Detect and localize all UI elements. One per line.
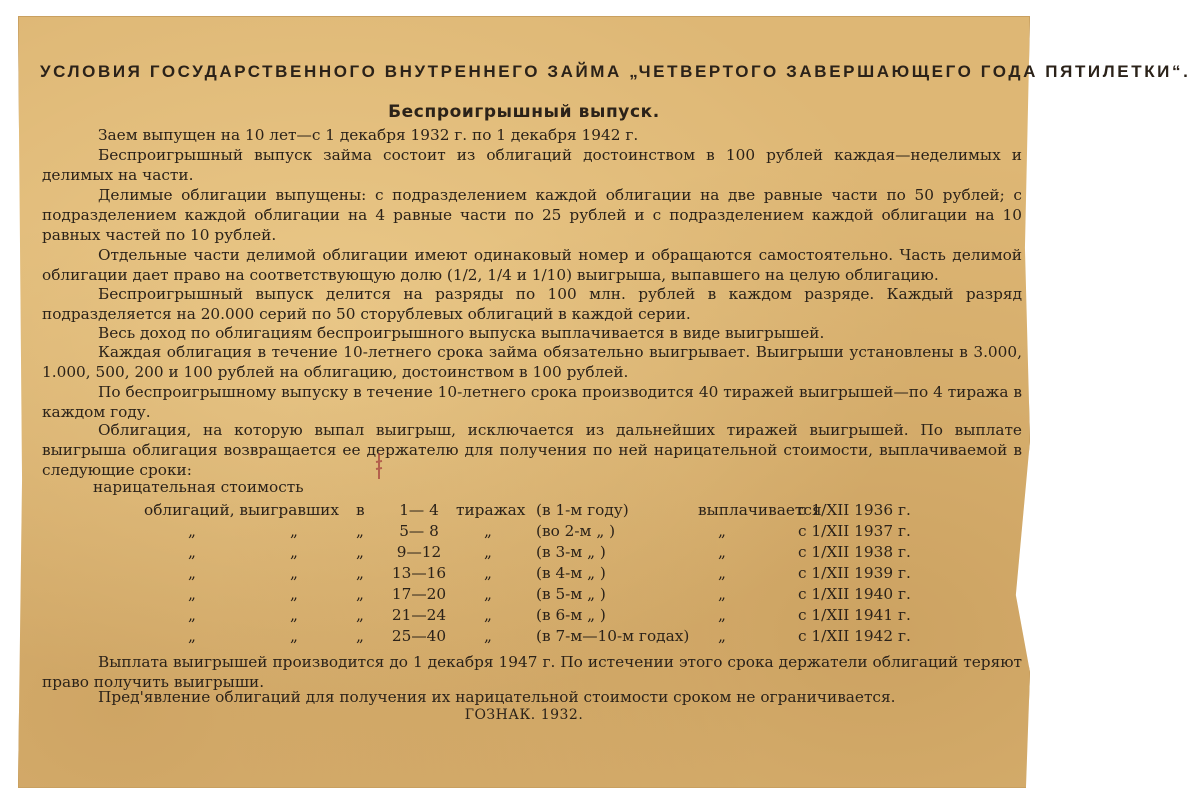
paragraph-parts: Отдельные части делимой облигации имеют одинаковый номер и обращаются самостоятельно. Часть делимой облигации дает право на соответствующую долю (1/2, 1/4 и 1/10) выигрыша, выпавшего на целую облигацию. [42, 246, 1022, 284]
ditto-mark: „ [718, 585, 726, 603]
ditto-mark: „ [718, 522, 726, 540]
ditto-mark: „ [356, 606, 364, 624]
paragraph-term: Заем выпущен на 10 лет—с 1 декабря 1932 г. по 1 декабря 1942 г. [98, 126, 639, 144]
schedule-word: тиражах [456, 501, 526, 519]
schedule-row [18, 585, 1030, 605]
ditto-mark: „ [718, 543, 726, 561]
schedule-date: с 1/XII 1938 г. [798, 543, 911, 561]
document-subtitle: Беспроигрышный выпуск. [388, 102, 660, 122]
redemption-schedule [18, 501, 1030, 661]
schedule-range: 13—16 [391, 564, 447, 582]
schedule-range: 9—12 [396, 543, 442, 561]
schedule-row [18, 627, 1030, 647]
schedule-date: с 1/XII 1939 г. [798, 564, 911, 582]
schedule-label: нарицательная стоимость [93, 478, 304, 496]
ditto-mark: „ [356, 585, 364, 603]
ditto-mark: „ [188, 564, 196, 582]
document-sheet [18, 16, 1190, 788]
ditto-mark: „ [718, 564, 726, 582]
ditto-mark: „ [484, 522, 492, 540]
schedule-year: (в 3-м „ ) [536, 543, 606, 561]
ditto-mark: „ [290, 585, 298, 603]
ditto-mark: „ [290, 543, 298, 561]
paragraph-payout-deadline: Выплата выигрышей производится до 1 декабря 1947 г. По истечении этого срока держатели облигаций теряют право получить выигрыши. [42, 653, 1022, 691]
ditto-mark: „ [290, 606, 298, 624]
ditto-mark: „ [290, 522, 298, 540]
schedule-in: в [356, 501, 365, 519]
schedule-date: с 1/XII 1937 г. [798, 522, 911, 540]
paragraph-winnings: Каждая облигация в течение 10-летнего срока займа обязательно выигрывает. Выигрыши установлены в 3.000, 1.000, 500, 200 и 100 рублей на облигацию, достоинством в 100 рублей. [42, 343, 1022, 381]
ditto-mark: „ [484, 627, 492, 645]
ditto-mark: „ [188, 627, 196, 645]
ditto-mark: „ [356, 543, 364, 561]
ditto-mark: „ [356, 627, 364, 645]
schedule-range: 25—40 [391, 627, 447, 645]
schedule-year: (в 1-м году) [536, 501, 629, 519]
paragraph-draws: По беспроигрышному выпуску в течение 10-летнего срока производится 40 тиражей выигрышей—по 4 тиража в каждом году. [42, 383, 1022, 421]
ditto-mark: „ [188, 585, 196, 603]
ditto-mark: „ [484, 585, 492, 603]
schedule-date: с 1/XII 1942 г. [798, 627, 911, 645]
paragraph-presentation: Пред'явление облигаций для получения их нарицательной стоимости сроком не ограничивается. [98, 688, 896, 706]
schedule-range: 5— 8 [399, 522, 439, 540]
ditto-mark: „ [356, 564, 364, 582]
ditto-mark: „ [290, 564, 298, 582]
ditto-mark: „ [484, 564, 492, 582]
ditto-mark: „ [718, 606, 726, 624]
schedule-range: 21—24 [391, 606, 447, 624]
schedule-row [18, 564, 1030, 584]
schedule-date: с 1/XII 1940 г. [798, 585, 911, 603]
paragraph-income: Весь доход по облигациям беспроигрышного выпуска выплачивается в виде выигрышей. [98, 324, 825, 342]
schedule-lead: облигаций, выигравших [144, 501, 339, 519]
paragraph-categories: Беспроигрышный выпуск делится на разряды по 100 млн. рублей в каждом разряде. Каждый разряд подразделяется на 20.000 серий по 50 сторублевых облигаций в каждой серии. [42, 285, 1022, 323]
red-ink-mark [374, 452, 384, 480]
schedule-row [18, 522, 1030, 542]
schedule-date: с 1/XII 1936 г. [798, 501, 911, 519]
ditto-mark: „ [188, 543, 196, 561]
schedule-row [18, 543, 1030, 563]
schedule-year: (во 2-м „ ) [536, 522, 616, 540]
ditto-mark: „ [188, 606, 196, 624]
paragraph-divisible: Делимые облигации выпущены: с подразделением каждой облигации на две равные части по 50 рублей; с подразделением каждой облигации на 4 равные части по 25 рублей и с подразделением каждой облигации на 10 равных частей по 10 рублей. [42, 186, 1022, 244]
document-title: УСЛОВИЯ ГОСУДАРСТВЕННОГО ВНУТРЕННЕГО ЗАЙМА „ЧЕТВЕРТОГО ЗАВЕРШАЮЩЕГО ГОДА ПЯТИЛЕТКИ“. [40, 62, 1190, 81]
schedule-paid: выплачивается [698, 501, 822, 519]
schedule-year: (в 7-м—10-м годах) [536, 627, 690, 645]
ditto-mark: „ [290, 627, 298, 645]
ditto-mark: „ [484, 543, 492, 561]
printer-imprint: ГОЗНАК. 1932. [464, 707, 584, 723]
ditto-mark: „ [188, 522, 196, 540]
paragraph-composition: Беспроигрышный выпуск займа состоит из облигаций достоинством в 100 рублей каждая—неделимых и делимых на части. [42, 146, 1022, 184]
schedule-row [18, 606, 1030, 626]
paragraph-redemption: Облигация, на которую выпал выигрыш, исключается из дальнейших тиражей выигрышей. По выплате выигрыша облигация возвращается ее держателю для получения по ней нарицательной стоимости, выплачиваемой в следующие сроки: [42, 421, 1022, 479]
schedule-row [18, 501, 1030, 521]
schedule-date: с 1/XII 1941 г. [798, 606, 911, 624]
schedule-year: (в 4-м „ ) [536, 564, 606, 582]
schedule-range: 1— 4 [399, 501, 439, 519]
ditto-mark: „ [484, 606, 492, 624]
schedule-year: (в 5-м „ ) [536, 585, 606, 603]
ditto-mark: „ [356, 522, 364, 540]
schedule-year: (в 6-м „ ) [536, 606, 606, 624]
ditto-mark: „ [718, 627, 726, 645]
schedule-range: 17—20 [391, 585, 447, 603]
